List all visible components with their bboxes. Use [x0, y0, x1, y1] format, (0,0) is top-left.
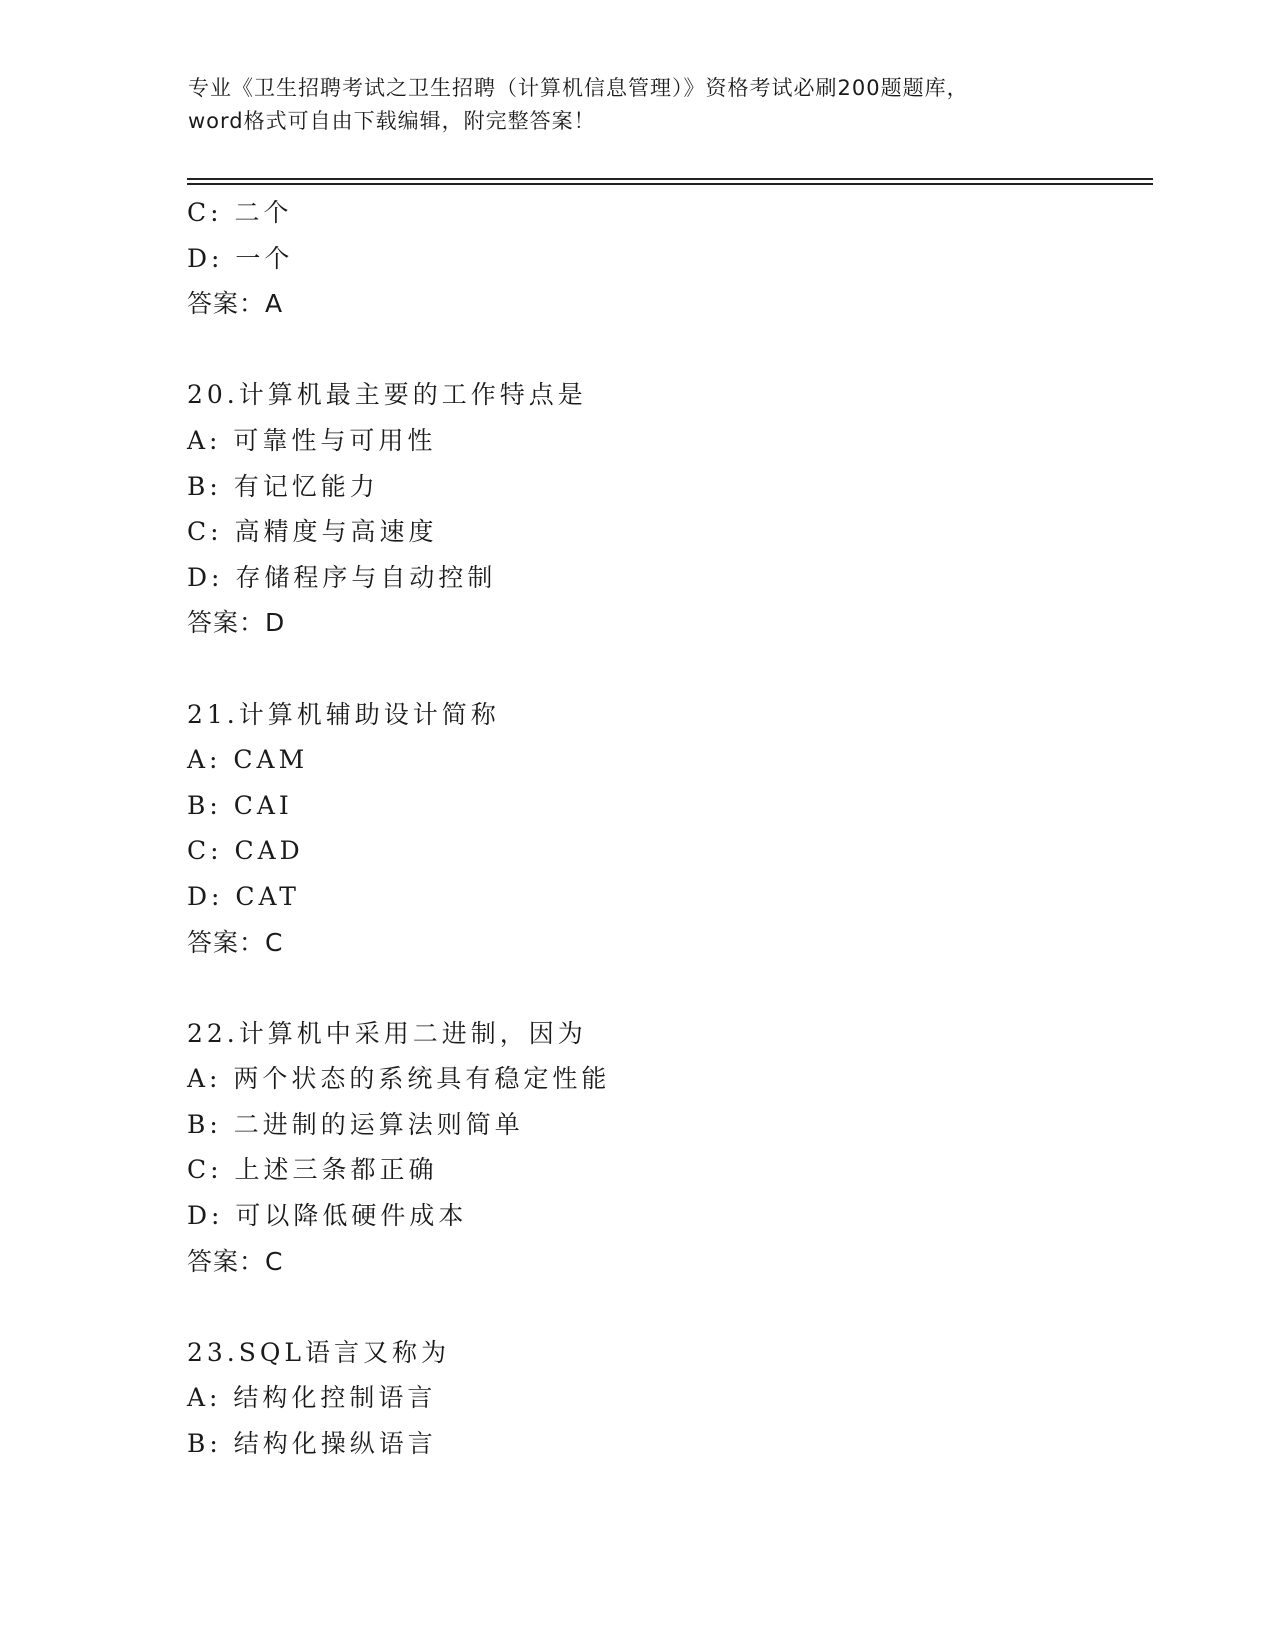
- option-c: C: CAD: [187, 836, 304, 866]
- option-d: D: 存储程序与自动控制: [187, 562, 497, 592]
- question-stem: 21.计算机辅助设计简称: [187, 699, 500, 729]
- spacer: [187, 965, 1147, 1011]
- option-c: C: 二个: [187, 198, 293, 227]
- header-divider-top: [187, 178, 1153, 180]
- option-b: B: 二进制的运算法则简单: [187, 1109, 524, 1139]
- option-d: D: 一个: [187, 243, 294, 273]
- option-a: A: 可靠性与可用性: [187, 425, 437, 455]
- option-b: B: CAI: [187, 790, 293, 820]
- answer-line: 答案：C: [187, 927, 284, 957]
- option-c: C: 高精度与高速度: [187, 517, 438, 547]
- question-list: [187, 190, 1147, 1467]
- answer-line: 答案：A: [187, 289, 284, 319]
- header-line-1: 专业《卫生招聘考试之卫生招聘（计算机信息管理）》资格考试必刷200题题库，: [188, 76, 969, 100]
- option-b: B: 结构化操纵语言: [187, 1429, 437, 1459]
- answer-line: 答案：D: [187, 608, 286, 638]
- question-stem: 23.SQL语言又称为: [187, 1337, 450, 1367]
- option-b: B: 有记忆能力: [187, 471, 379, 501]
- spacer: [187, 646, 1147, 692]
- option-a: A: 两个状态的系统具有稳定性能: [187, 1064, 611, 1094]
- option-a: A: 结构化控制语言: [187, 1383, 437, 1413]
- option-d: D: 可以降低硬件成本: [187, 1201, 468, 1231]
- spacer: [187, 327, 1147, 373]
- question-stem: 20.计算机最主要的工作特点是: [187, 380, 587, 410]
- header-line-2: word格式可自由下载编辑，附完整答案！: [188, 109, 596, 133]
- header-divider-bottom: [187, 183, 1153, 185]
- document-header: [188, 72, 1088, 138]
- question-stem: 22.计算机中采用二进制，因为: [187, 1018, 587, 1048]
- spacer: [187, 1284, 1147, 1330]
- option-c: C: 上述三条都正确: [187, 1155, 438, 1185]
- answer-line: 答案：C: [187, 1246, 284, 1276]
- option-a: A: CAM: [187, 745, 309, 775]
- option-d: D: CAT: [187, 881, 300, 911]
